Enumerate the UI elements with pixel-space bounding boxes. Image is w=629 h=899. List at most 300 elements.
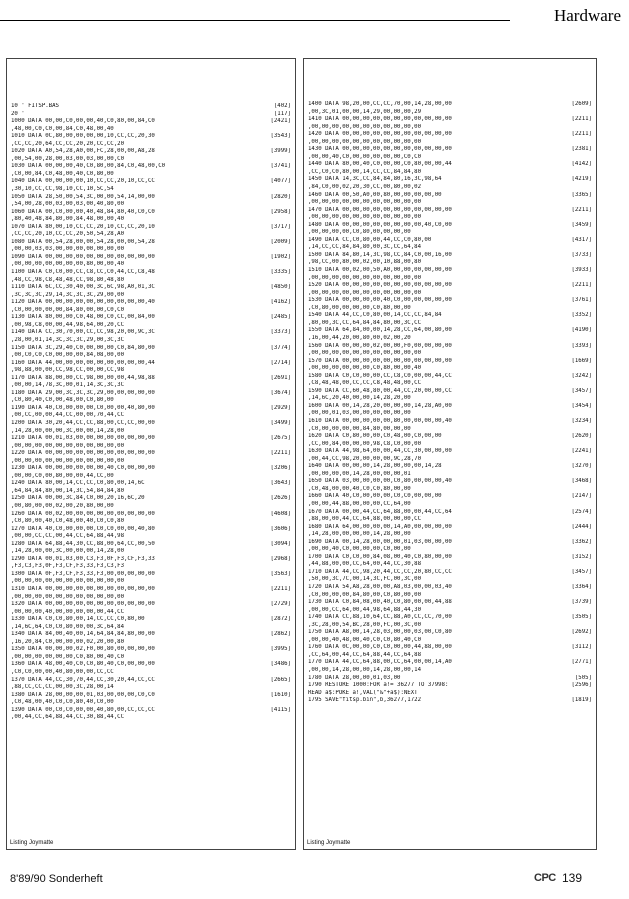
checksum: [2596] [571,682,592,689]
checksum: [4608] [270,510,291,517]
code-text: 1360 DATA 48,00,40,C0,C0,80,40,C0,00,00,00 [11,661,155,668]
checksum: [3352] [571,312,592,319]
code-text: 1110 DATA 6C,CC,30,40,00,3C,6C,98,A0,01,3C [11,284,155,291]
code-line [308,320,592,328]
code-text: ,00,00,00,00,00,00,00,00,00,00,00 [308,289,421,296]
code-line [11,277,291,285]
checksum: [2211] [571,282,592,289]
code-line [11,390,291,398]
code-line [11,261,291,269]
code-text: ,00,00,00,00,14,28,00,00,00,01 [308,470,411,477]
checksum: [2665] [270,676,291,683]
code-line [308,161,592,169]
code-line [308,410,592,418]
code-text: ,14,6C,64,C0,C0,80,00,00,3C,64,84 [11,623,124,630]
code-line [308,335,592,343]
code-text: 1130 DATA 80,00,00,C0,48,00,C0,CC,00,84,00 [11,314,155,321]
code-line [11,601,291,609]
checksum: [2381] [571,146,592,153]
checksum: [3457] [571,387,592,394]
code-text: ,98,88,00,00,CC,98,CC,00,00,CC,98 [11,367,124,374]
code-text: 1570 DATA 00,00,00,00,00,00,00,00,00,00,00 [308,357,452,364]
checksum: [2820] [270,193,291,200]
code-text: 1180 DATA 29,00,3C,3C,3C,29,00,00,00,00,00 [11,389,155,396]
code-line [11,420,291,428]
code-text: 1440 DATA 80,00,40,C0,00,00,C0,80,00,00,44 [308,161,452,168]
checksum: [2485] [270,314,291,321]
code-text: 1650 DATA 03,00,00,00,00,C0,80,00,00,00,40 [308,478,452,485]
code-text: 1020 DATA A0,54,28,A0,00,FC,28,00,00,A8,28 [11,148,155,155]
checksum: [3505] [571,614,592,621]
code-text: ,48,CC,98,C8,48,48,CC,98,80,48,80 [11,276,124,283]
checksum: [3733] [571,251,592,258]
code-line [11,231,291,239]
code-text: ,44,88,00,00,CC,64,00,44,CC,30,88 [308,561,421,568]
checksum: [2714] [270,359,291,366]
code-text: 1730 DATA C0,84,08,00,40,C0,80,00,00,44,88 [308,599,452,606]
code-text: ,00,00,01,03,00,00,00,00,00,00 [308,410,411,417]
checksum: [4317] [571,236,592,243]
code-line [308,690,592,698]
code-text: ,00,00,00,00,00,00,00,00,00,00,00 [308,350,421,357]
code-text: 1510 DATA 00,02,00,50,A0,00,00,00,00,00,00 [308,267,452,274]
code-text: ,00,00,00,00,00,00,00,00,00,00,00 [11,457,124,464]
code-text: ,54,00,28,00,03,00,03,00,40,80,00 [11,201,124,208]
code-line [11,556,291,564]
code-line [11,609,291,617]
checksum: [3774] [270,344,291,351]
checksum: [2211] [571,206,592,213]
code-text: ,C8,48,48,00,CC,CC,C8,48,48,00,CC [308,380,421,387]
code-line [11,639,291,647]
code-line [308,448,592,456]
code-line [11,526,291,534]
code-text: ,80,40,48,84,80,00,84,48,00,00,40 [11,216,124,223]
code-line [308,644,592,652]
code-line [11,360,291,368]
code-line [308,652,592,660]
code-line [308,433,592,441]
checksum: [3486] [270,661,291,668]
code-text: ,00,00,00,00,00,00,00,00,00,00,00 [11,578,124,585]
section-title: Hardware [553,6,621,25]
checksum: [2241] [571,448,592,455]
code-text: ,C0,48,00,40,C0,C0,80,40,C0,00 [11,699,114,706]
code-text: 1340 DATA 84,00,40,00,14,64,84,84,80,00,00 [11,631,155,638]
code-line [11,707,291,715]
code-line [11,714,291,722]
checksum: [1819] [571,697,592,704]
checksum: [3094] [270,540,291,547]
checksum: [3717] [270,223,291,230]
code-line [11,239,291,247]
code-text: ,3C,28,00,54,BC,28,00,FC,00,3C,00 [308,621,421,628]
checksum: [3741] [270,163,291,170]
code-line [11,571,291,579]
code-text: ,50,00,3C,7C,00,14,3C,FC,00,3C,00 [308,576,421,583]
code-text: ,00,00,00,40,00,00,00,00,00,44,CC [11,608,124,615]
code-line [11,578,291,586]
code-line [11,194,291,202]
code-line [308,373,592,381]
code-line [308,471,592,479]
checksum: [2675] [270,435,291,442]
code-line [11,405,291,413]
code-line [11,443,291,451]
code-text: 1590 DATA CC,60,48,80,00,44,CC,20,00,00,CC [308,387,452,394]
code-line [11,201,291,209]
code-line [308,350,592,358]
code-line [11,375,291,383]
code-line [11,118,291,126]
code-line [308,199,592,207]
code-line [11,171,291,179]
code-line [308,305,592,313]
code-line [308,418,592,426]
listing-caption-left: Listing Joymatte [10,840,54,846]
code-text: ,00,00,40,C0,00,00,00,C0,00,00 [308,546,411,553]
code-text: 1320 DATA 00,00,00,00,00,00,00,00,00,00,00 [11,601,155,608]
checksum: [4162] [270,299,291,306]
code-text: ,14,28,00,00,00,00,14,28,00,00 [308,531,411,538]
code-line [11,224,291,232]
code-line [11,367,291,375]
code-text: 1410 DATA 00,00,00,00,00,00,00,00,00,00,00 [308,116,452,123]
code-line [11,111,291,119]
code-listing-right [308,101,592,705]
code-text: ,88,00,00,44,CC,64,88,00,00,00,CC [308,516,421,523]
code-text: ,00,00,CC,64,00,44,98,64,88,44,30 [308,606,421,613]
code-line [11,631,291,639]
code-line [308,229,592,237]
code-text: 1780 DATA 28,00,00,01,03,00 [308,674,401,681]
code-text: 1710 DATA 44,CC,98,20,44,CC,CC,20,80,CC,CC [308,568,452,575]
checksum: [3242] [571,372,592,379]
code-line [308,667,592,675]
code-text: ,00,44,CC,64,88,44,CC,30,88,44,CC [11,714,124,721]
code-line [11,397,291,405]
checksum: [3543] [270,133,291,140]
code-text: 1290 DATA 00,01,03,00,C3,F3,0F,F3,CF,F3,33 [11,555,155,562]
code-text: 1600 DATA 00,14,28,20,00,00,00,14,28,A0,00 [308,402,452,409]
code-line [11,480,291,488]
code-text: ,3C,3C,3C,29,14,3C,3C,3C,29,00,00 [11,291,124,298]
code-text: ,00,00,00,00,00,00,00,00,00,00,00 [308,123,421,130]
code-line [308,101,592,109]
code-line [11,352,291,360]
checksum: [3362] [571,538,592,545]
code-text: 1690 DATA 00,14,28,00,00,00,01,03,00,00,00 [308,538,452,545]
code-line [308,275,592,283]
code-line [11,458,291,466]
code-text: 1210 DATA 00,01,03,00,00,00,00,00,00,00,00 [11,435,155,442]
code-text: ,C0,48,00,00,40,C0,C0,80,00,00 [308,485,411,492]
checksum: [3393] [571,342,592,349]
code-text: 1090 DATA 00,00,00,00,00,00,00,00,00,00,00 [11,253,155,260]
code-text: ,00,00,40,48,00,40,C0,C0,80,40,C0 [308,636,421,643]
checksum: [3933] [571,267,592,274]
code-text: 1310 DATA 00,00,00,00,00,00,00,00,00,00,00 [11,586,155,592]
code-text: ,00,00,00,00,00,00,00,00,00,00,00 [308,214,421,221]
code-line [308,456,592,464]
code-line [11,156,291,164]
code-text: 1740 DATA CC,88,10,64,CC,88,A0,CC,CC,70,00 [308,614,452,621]
checksum: [2872] [270,616,291,623]
code-line [11,548,291,556]
code-text: 1170 DATA 88,00,00,CC,98,00,00,00,44,98,88 [11,374,155,381]
code-text: ,98,CC,00,80,00,02,00,10,88,00,80 [308,259,421,266]
code-line [308,154,592,162]
checksum: [3995] [270,646,291,653]
code-text: ,CC,C0,C0,80,00,14,CC,CC,84,84,80 [308,168,421,175]
code-text: 1470 DATA 00,00,00,00,00,00,00,00,00,00,00 [308,206,452,213]
code-line [308,614,592,622]
checksum: [3270] [571,463,592,470]
checksum: [2211] [270,450,291,457]
code-line [308,697,592,705]
code-line [11,616,291,624]
issue-label: 8'89/90 Sonderheft [10,873,103,885]
code-line [308,554,592,562]
checksum: [402] [273,103,291,109]
checksum: [3365] [571,191,592,198]
code-line [308,682,592,690]
code-text: ,C0,C0,00,00,40,80,00,00,CC,CC [11,669,114,676]
magazine-logo: CPC [534,872,556,884]
code-line [11,126,291,134]
code-text: ,00,00,44,88,00,00,00,CC,64,00 [308,500,411,507]
code-line [308,463,592,471]
checksum: [2626] [270,495,291,502]
code-line [11,216,291,224]
checksum: [2211] [571,116,592,123]
code-line [11,269,291,277]
code-line [11,186,291,194]
code-line [11,209,291,217]
code-text: ,00,00,00,00,C0,80,00,00,00,00 [308,229,411,236]
checksum: [2692] [571,629,592,636]
checksum: [3112] [571,644,592,651]
checksum: [3643] [270,480,291,487]
code-listing-left [11,103,291,722]
code-text: ,CC,64,00,44,CC,64,88,44,CC,64,88 [308,651,421,658]
checksum: [4077] [270,178,291,185]
code-text: 1700 DATA C0,C0,00,84,08,00,40,C0,80,00,00 [308,553,452,560]
code-line [308,478,592,486]
code-line [11,307,291,315]
code-line [308,629,592,637]
code-text: ,00,CC,00,00,44,CC,00,00,70,44,CC [11,412,124,419]
code-line [308,493,592,501]
code-text: ,00,00,00,00,00,00,00,00,00,00,00 [11,442,124,449]
code-line [11,465,291,473]
code-text: 1795 SAVE"fitsp.bin",b,36277,1722 [308,697,421,704]
code-text: ,CC,00,84,00,00,00,98,C8,C0,00,00 [308,440,421,447]
code-line [308,146,592,154]
checksum: [3454] [571,402,592,409]
checksum: [2211] [270,586,291,592]
code-line [11,148,291,156]
code-text: ,00,98,C8,00,00,44,98,64,00,20,CC [11,321,124,328]
code-line [11,669,291,677]
code-text: ,C0,00,00,00,84,80,00,C0,80,00,00 [308,591,421,598]
checksum: [1610] [270,691,291,698]
checksum: [2609] [571,101,592,107]
code-line [308,576,592,584]
code-text: 1240 DATA 80,00,14,CC,CC,C0,80,00,14,6C [11,480,145,487]
code-text: ,00,00,00,00,00,00,00,00,00,00,00 [308,274,421,281]
code-line [11,594,291,602]
code-line [308,237,592,245]
code-text: ,00,00,00,00,00,00,C0,80,00,00,40 [308,365,421,372]
checksum: [4142] [571,161,592,168]
code-line [11,314,291,322]
code-text: 1160 DATA 44,00,00,00,00,00,00,00,00,00,44 [11,359,155,366]
code-text: ,F3,C3,F3,0F,F3,CF,F3,33,F3,C3,F3 [11,563,124,570]
code-text: 1330 DATA C0,C0,80,00,14,CC,CC,C0,80,00 [11,616,145,623]
checksum: [3468] [571,478,592,485]
checksum: [3674] [270,389,291,396]
code-text: 1520 DATA 00,00,00,00,00,00,00,00,00,00,00 [308,282,452,289]
code-line [11,488,291,496]
code-line [308,637,592,645]
code-line [308,501,592,509]
code-text: ,16,20,84,C0,00,00,00,02,20,00,80 [11,638,124,645]
code-text: 1190 DATA 40,C0,00,00,00,C0,00,00,40,80,00 [11,404,155,411]
code-text: ,C0,80,00,00,00,00,C0,80,00,00 [308,304,411,311]
code-line [308,584,592,592]
code-line [308,109,592,117]
code-text: 1540 DATA 44,CC,C0,80,00,14,CC,CC,84,84 [308,312,442,319]
code-text: 1610 DATA 00,00,00,00,00,80,00,00,00,00,40 [308,417,452,424]
checksum: [117] [273,110,291,117]
code-line [11,435,291,443]
code-text: 1100 DATA C0,C0,00,CC,C8,CC,C0,44,CC,C8,48 [11,269,155,276]
checksum: [3999] [270,148,291,155]
checksum: [3563] [270,570,291,577]
code-line [11,692,291,700]
code-line [11,646,291,654]
code-text: 1270 DATA 40,C0,00,00,00,C0,C0,00,00,40,80 [11,525,155,532]
code-line [308,207,592,215]
code-text: 1260 DATA 00,02,00,00,00,00,00,00,00,00,00 [11,510,155,517]
code-text: ,64,84,84,80,00,14,3C,54,84,84,80 [11,487,124,494]
code-line [11,329,291,337]
listing-panel-left [6,58,296,850]
code-line [308,267,592,275]
checksum: [4219] [571,176,592,183]
code-text: 1550 DATA 64,84,00,00,14,28,CC,64,00,80,00 [308,327,452,334]
listing-panel-right [303,58,597,850]
code-text: ,CC,CC,20,10,CC,CC,20,50,54,28,A0 [11,231,124,238]
checksum: [505] [574,674,592,681]
code-text: 1490 DATA CC,C0,80,00,44,CC,C0,80,00 [308,236,432,243]
page-number: 139 [562,871,583,885]
code-line [308,131,592,139]
code-line [308,214,592,222]
code-line [11,654,291,662]
code-line [11,428,291,436]
code-line [11,503,291,511]
code-text: ,C0,00,84,C0,48,00,40,C0,80,00 [11,170,114,177]
code-line [308,169,592,177]
code-line [308,252,592,260]
code-text: ,00,00,C0,00,80,00,00,44,CC,00 [11,472,114,479]
checksum: [2444] [571,523,592,530]
code-line [308,524,592,532]
code-line [308,622,592,630]
code-line [308,244,592,252]
code-text: 1790 RESTORE 1000:FOR a!= 36277 TO 37998: [308,682,449,689]
code-line [11,178,291,186]
code-text: 1390 DATA 00,C0,C0,00,00,40,80,00,CC,CC,CC [11,706,155,713]
code-text: 1150 DATA 3C,29,40,C0,00,00,00,C0,84,80,00 [11,344,155,351]
code-line [308,531,592,539]
code-text: 1350 DATA 00,00,00,02,F0,00,80,00,00,00,00 [11,646,155,653]
code-text: 1460 DATA 00,50,A0,00,80,00,00,00,00,00 [308,191,442,198]
code-line [308,569,592,577]
code-text: 1370 DATA 44,CC,30,70,44,CC,30,20,44,CC,CC [11,676,155,683]
code-line [308,539,592,547]
code-text: 1380 DATA 28,00,00,00,01,03,00,00,00,C0,C0 [11,691,155,698]
code-text: ,48,00,C0,C0,00,84,C0,48,00,40 [11,125,114,132]
code-text: 1560 DATA 00,00,00,02,00,00,F0,00,00,00,00 [308,342,452,349]
checksum: [2929] [270,404,291,411]
code-line [11,322,291,330]
checksum: [2574] [571,508,592,515]
code-line [308,290,592,298]
checksum: [2211] [571,131,592,138]
checksum: [2729] [270,601,291,608]
code-text: ,00,00,00,00,00,00,C0,80,00,40,C0 [11,653,124,660]
code-line [308,222,592,230]
code-line [308,327,592,335]
checksum: [4850] [270,284,291,291]
code-text: 1420 DATA 00,00,00,00,00,00,00,00,00,00,00 [308,131,452,138]
code-text: 10 ' FITSP.BAS [11,103,59,109]
code-line [308,592,592,600]
code-line [11,677,291,685]
code-line [11,661,291,669]
code-text: ,00,00,14,78,3C,00,01,14,3C,3C,3C [11,382,124,389]
code-text: ,00,44,CC,98,20,00,00,00,9C,28,70 [308,455,421,462]
code-line [11,533,291,541]
code-text: READ a$:POKE a!,VAL("&"+a$):NEXT [308,689,418,696]
checksum: [2968] [270,555,291,562]
code-line [308,599,592,607]
code-line [308,380,592,388]
code-text: ,00,00,00,00,00,00,00,80,00,00,40 [11,261,124,268]
checksum: [3234] [571,417,592,424]
checksum: [1902] [270,253,291,260]
header-rule [0,20,510,21]
code-text: 1050 DATA 28,50,00,54,3C,00,00,54,14,00,00 [11,193,155,200]
code-text: 1000 DATA 00,00,C0,00,00,40,C0,80,00,84,C0 [11,118,155,125]
code-line [308,395,592,403]
code-text: ,00,3C,01,00,00,14,29,00,00,00,29 [308,108,421,115]
code-line [11,141,291,149]
code-line [11,563,291,571]
code-text: 1070 DATA 80,00,10,CC,CC,20,10,CC,CC,20,10 [11,223,155,230]
code-line [308,343,592,351]
checksum: [3739] [571,599,592,606]
code-text: ,84,C0,00,02,20,30,CC,00,80,00,02 [308,184,421,191]
code-text: 1040 DATA 00,00,00,00,10,CC,CC,20,10,CC,CC [11,178,155,185]
code-text: 1300 DATA 0F,F3,CF,F3,33,F3,00,00,00,00,00 [11,570,155,577]
code-text: 1530 DATA 00,00,00,00,40,C0,00,00,00,00,00 [308,297,452,304]
code-text: 1580 DATA C0,C0,00,00,CC,C8,C0,00,00,44,CC [308,372,452,379]
checksum: [3152] [571,553,592,560]
